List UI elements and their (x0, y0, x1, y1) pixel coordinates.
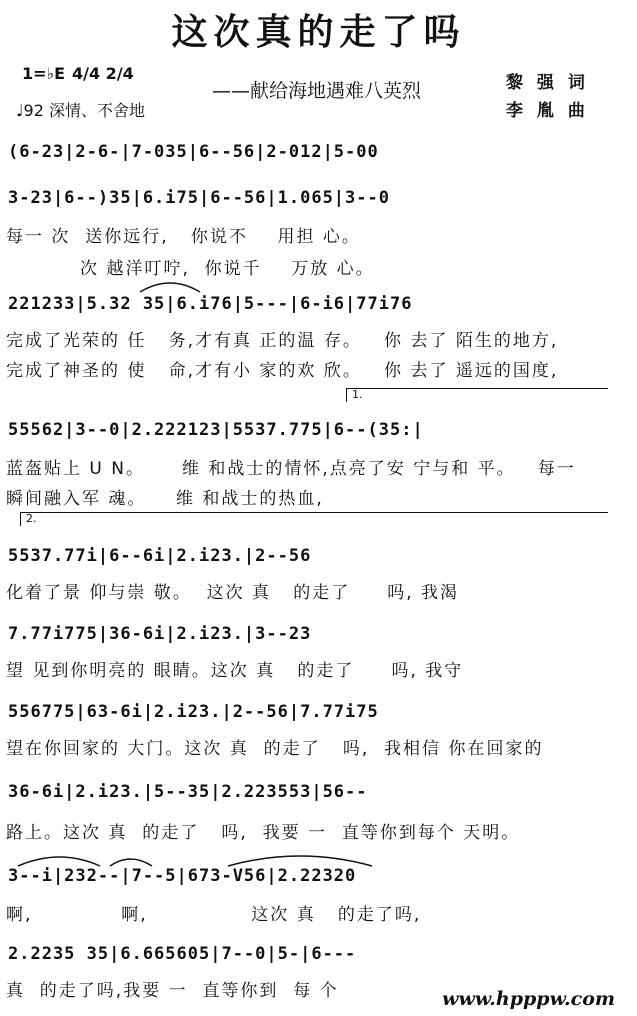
lyric-line-6: 望 见到你明亮的 眼睛。这次 真 的走了 吗, 我守 (6, 661, 464, 681)
volta-1-edge (346, 388, 347, 402)
slur-arc-2 (110, 859, 152, 866)
composer-credit: 李 胤 曲 (506, 101, 589, 121)
lyric-line-3a: 完成了光荣的 任 务,才有真 正的温 存。 你 去了 陌生的地方, (6, 331, 559, 351)
notation-line-4: 55562|3--0|2.222123|5537.775|6--(35:| (8, 420, 424, 440)
slur-arc-4 (140, 283, 200, 292)
lyric-line-4a: 蓝盔贴上 U N。 维 和战士的情怀,点亮了安 宁与和 平。 每一 (6, 459, 576, 479)
notation-line-8: 36-6i|2.i23.|5--35|2.223553|56-- (8, 782, 368, 802)
notation-line-2: 3-23|6--)35|6.i75|6--56|1.065|3--0 (8, 188, 390, 208)
lyric-line-8: 路上。这次 真 的走了 吗, 我要 一 直等你到每个 天明。 (6, 823, 521, 843)
slur-arc-top (0, 274, 637, 294)
volta-1-bracket (346, 388, 608, 389)
time-signature: 4/4 2/4 (72, 64, 134, 83)
lyric-line-7: 望在你回家的 大门。这次 真 的走了 吗, 我相信 你在回家的 (6, 739, 544, 759)
notation-line-9: 3--i|232--|7--5|673-V56|2.22320 (8, 866, 357, 886)
volta-1-label: 1. (352, 388, 363, 401)
notation-line-6: 7.77i775|36-6i|2.i23.|3--23 (8, 624, 312, 644)
slur-arc-1 (18, 857, 100, 866)
volta-2-bracket (20, 512, 608, 513)
lyric-line-4b: 瞬间融入军 魂。 维 和战士的热血, (6, 489, 324, 509)
lyric-line-5: 化着了景 仰与崇 敬。 这次 真 的走了 吗, 我渴 (6, 583, 460, 603)
tempo-marking: ♩92 深情、不舍地 (16, 101, 145, 120)
lyric-line-2a: 每一 次 送你远行, 你说不 用担 心。 (6, 227, 361, 247)
lyric-line-2b: 次 越洋叮咛, 你说千 万放 心。 (6, 259, 375, 279)
volta-2-edge (20, 512, 21, 526)
lyric-line-3b: 完成了神圣的 使 命,才有小 家的欢 欣。 你 去了 遥远的国度, (6, 361, 559, 381)
song-title: 这次真的走了吗 (171, 12, 466, 53)
slur-arc-3 (228, 856, 372, 866)
key-signature: 1=♭E (22, 64, 66, 83)
lyric-line-10: 真 的走了吗,我要 一 直等你到 每 个 (6, 981, 339, 1001)
site-watermark: www.hpppw.com (442, 988, 615, 1010)
notation-line-7: 556775|63-6i|2.i23.|2--56|7.77i75 (8, 702, 379, 722)
dedication-subtitle: ——献给海地遇难八英烈 (212, 80, 422, 102)
notation-line-5: 5537.77i|6--6i|2.i23.|2--56 (8, 546, 312, 566)
notation-line-10: 2.2235 35|6.665605|7--0|5-|6--- (8, 944, 357, 964)
lyric-line-9: 啊, 啊, 这次 真 的走了吗, (6, 905, 422, 925)
lyricist-credit: 黎 强 词 (506, 73, 589, 93)
notation-line-3: 221233|5.32 35|6.i76|5---|6-i6|77i76 (8, 294, 413, 314)
volta-2-label: 2. (26, 512, 37, 525)
notation-line-1: (6-23|2-6-|7-035|6--56|2-012|5-00 (8, 142, 379, 162)
